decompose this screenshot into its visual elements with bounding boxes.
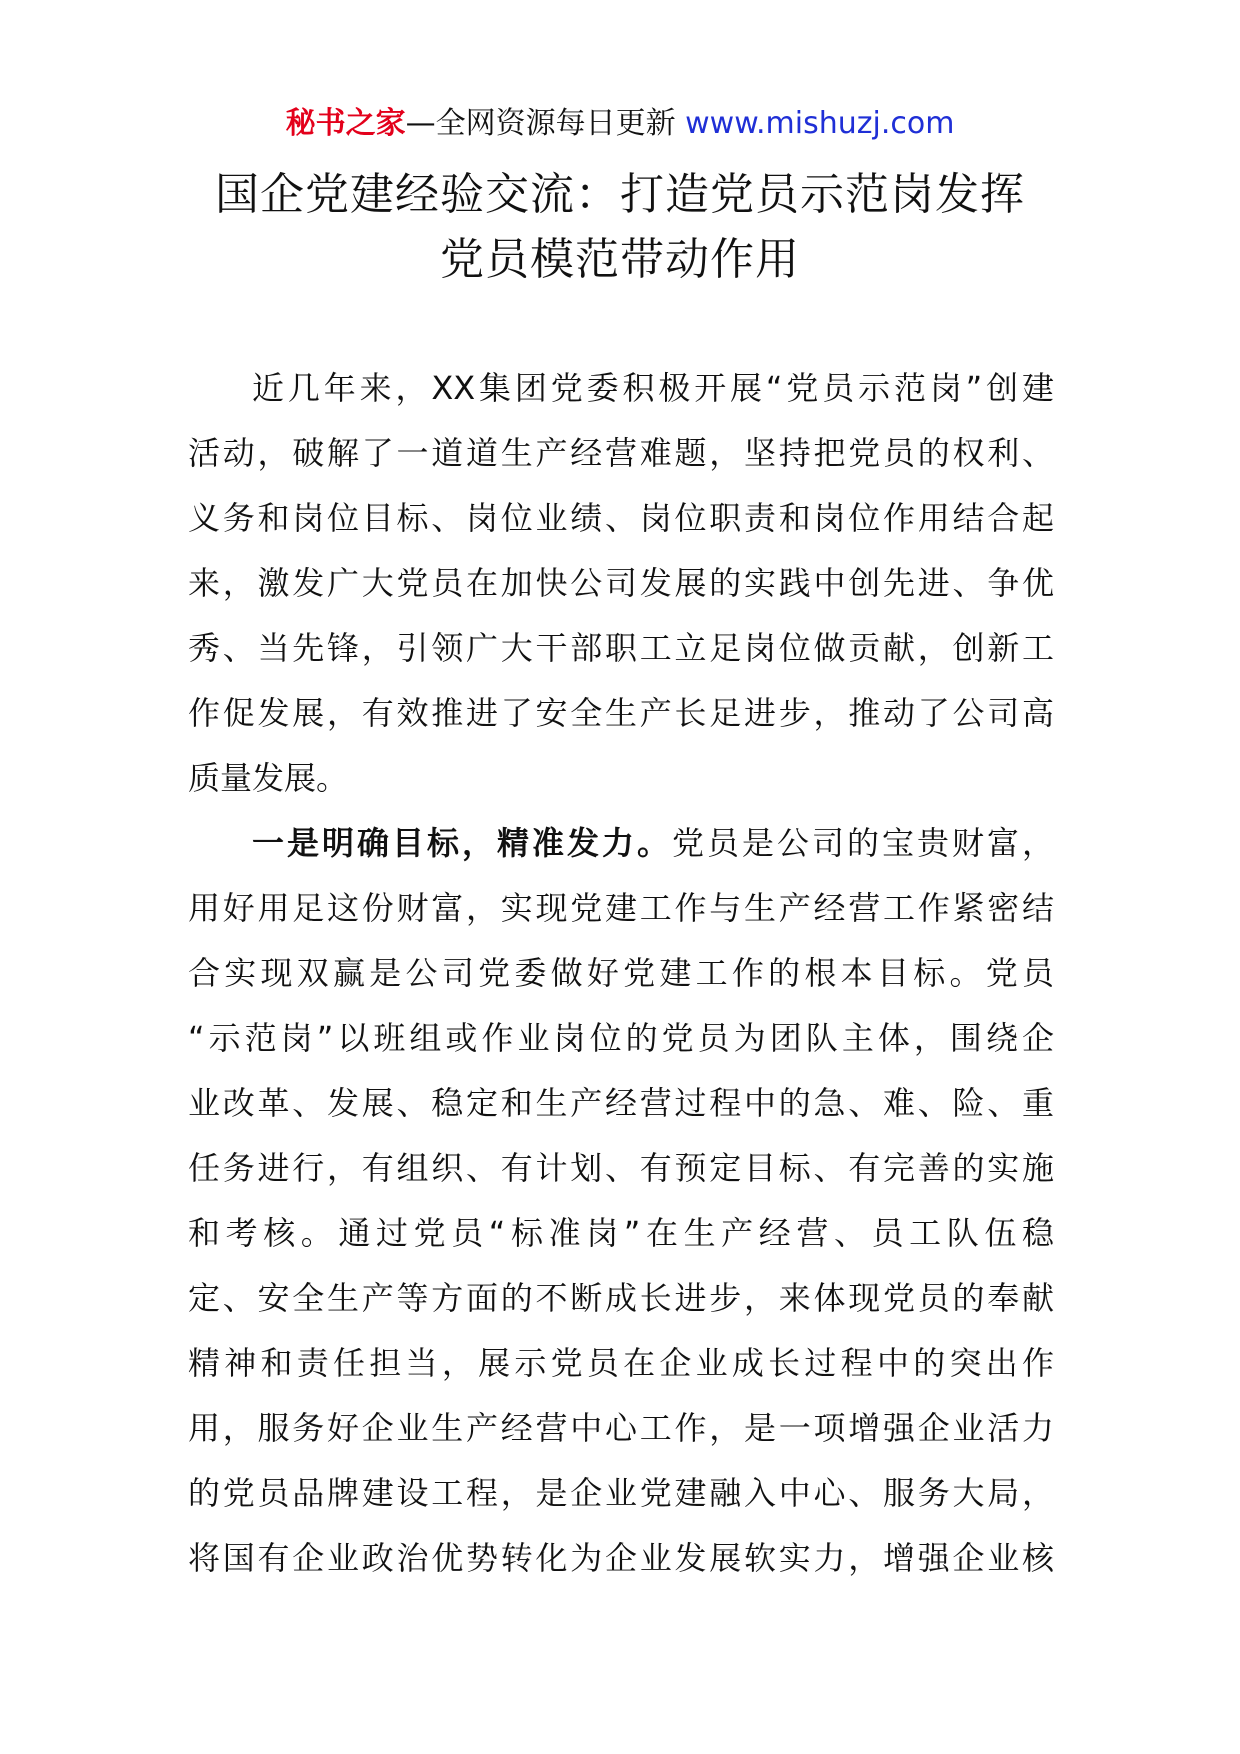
paragraph-lead: 一是明确目标，精准发力。 [252,824,672,862]
paragraph-line: 活动，破解了一道道生产经营难题，坚持把党员的权利、 [188,434,1054,472]
paragraph-line: 定、安全生产等方面的不断成长进步，来体现党员的奉献 [188,1279,1054,1317]
paragraph-line: “示范岗”以班组或作业岗位的党员为团队主体，围绕企 [188,1019,1054,1057]
document-title [150,162,1090,292]
title-line: 国企党建经验交流：打造党员示范岗发挥 [215,169,1025,220]
paragraph-line: 业改革、发展、稳定和生产经营过程中的急、难、险、重 [188,1084,1054,1122]
paragraph-line: 秀、当先锋，引领广大干部职工立足岗位做贡献，创新工 [188,629,1054,667]
paragraph-line: 任务进行，有组织、有计划、有预定目标、有完善的实施 [188,1149,1054,1187]
paragraph-intro [188,356,1054,811]
site-url[interactable]: www.mishuzj.com [685,106,955,141]
paragraph-goal [188,811,1054,1591]
paragraph-line: 用，服务好企业生产经营中心工作，是一项增强企业活力 [188,1409,1054,1447]
paragraph-line: 的党员品牌建设工程，是企业党建融入中心、服务大局， [188,1474,1054,1512]
paragraph-line: 用好用足这份财富，实现党建工作与生产经营工作紧密结 [188,889,1054,927]
paragraph-line: 来，激发广大党员在加快公司发展的实践中创先进、争优 [188,564,1054,602]
site-header [0,102,1240,146]
paragraph-line: 近几年来，XX集团党委积极开展“党员示范岗”创建 [252,369,1054,407]
document-body [188,356,1054,1591]
paragraph-line-rest: 党员是公司的宝贵财富， [671,824,1054,862]
site-tagline: —全网资源每日更新 [405,106,676,141]
paragraph-line [188,811,1054,876]
paragraph-line: 和考核。通过党员“标准岗”在生产经营、员工队伍稳 [188,1214,1054,1252]
paragraph-line: 质量发展。 [188,759,349,797]
paragraph-line: 义务和岗位目标、岗位业绩、岗位职责和岗位作用结合起 [188,499,1054,537]
paragraph-line: 精神和责任担当，展示党员在企业成长过程中的突出作 [188,1344,1054,1382]
paragraph-line: 作促发展，有效推进了安全生产长足进步，推动了公司高 [188,694,1054,732]
paragraph-line: 合实现双赢是公司党委做好党建工作的根本目标。党员 [188,954,1054,992]
paragraph-line: 将国有企业政治优势转化为企业发展软实力，增强企业核 [188,1539,1054,1577]
title-line: 党员模范带动作用 [440,234,800,285]
site-brand: 秘书之家 [285,106,406,141]
